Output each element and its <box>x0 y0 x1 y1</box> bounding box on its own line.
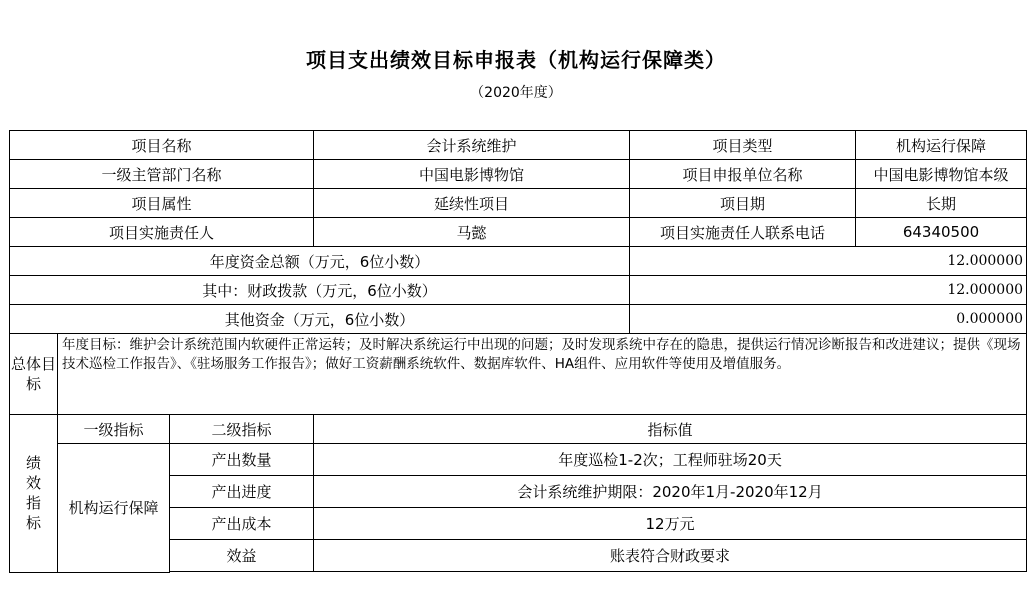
dept-label: 一级主管部门名称 <box>10 160 314 189</box>
total-funds-value: 12.000000 <box>630 247 1027 276</box>
unit-value: 中国电影博物馆本级 <box>856 160 1027 189</box>
row-indicator-header <box>10 415 1027 444</box>
indicator-value-header: 指标值 <box>314 415 1027 444</box>
project-type-value: 机构运行保障 <box>856 131 1027 160</box>
row-other-funds <box>10 305 1027 334</box>
page-subtitle: （2020年度） <box>470 85 562 101</box>
period-value: 长期 <box>856 189 1027 218</box>
indicator-value-progress: 会计系统维护期限：2020年1月-2020年12月 <box>314 476 1027 508</box>
leader-label: 项目实施责任人 <box>10 218 314 247</box>
row-fiscal-funds <box>10 276 1027 305</box>
indicators-label <box>10 415 58 573</box>
overall-goal-text: 年度目标：维护会计系统范围内软硬件正常运转；及时解决系统运行中出现的问题；及时发现系统中存在的隐患，提供运行情况诊断报告和改进建议；提供《现场技术巡检工作报告》、《驻场服务工作报告》；做好工资薪酬系统软件、数据库软件、HA组件、应用软件等使用及增值服务。 <box>58 334 1027 415</box>
attr-value: 延续性项目 <box>314 189 630 218</box>
row-attribute <box>10 189 1027 218</box>
dept-value: 中国电影博物馆 <box>314 160 630 189</box>
row-total-funds <box>10 247 1027 276</box>
fiscal-funds-label: 其中：财政拨款（万元，6位小数） <box>10 276 630 305</box>
indicator-value-quantity: 年度巡检1-2次；工程师驻场20天 <box>314 444 1027 476</box>
indicator-level1-header: 一级指标 <box>58 415 170 444</box>
phone-value: 64340500 <box>856 218 1027 247</box>
indicator-level2-quantity: 产出数量 <box>170 444 314 476</box>
attr-label: 项目属性 <box>10 189 314 218</box>
indicator-level2-benefit: 效益 <box>170 540 314 572</box>
indicator-value-benefit: 账表符合财政要求 <box>314 540 1027 572</box>
indicator-level1-value: 机构运行保障 <box>58 444 170 573</box>
period-label: 项目期 <box>630 189 856 218</box>
row-project-name <box>10 131 1027 160</box>
fiscal-funds-value: 12.000000 <box>630 276 1027 305</box>
page-title: 项目支出绩效目标申报表（机构运行保障类） <box>306 48 726 72</box>
indicator-level2-header: 二级指标 <box>170 415 314 444</box>
row-overall-goal <box>10 334 1027 415</box>
project-type-label: 项目类型 <box>630 131 856 160</box>
other-funds-value: 0.000000 <box>630 305 1027 334</box>
project-name-value: 会计系统维护 <box>314 131 630 160</box>
indicator-level2-cost: 产出成本 <box>170 508 314 540</box>
performance-goal-table <box>9 130 1027 573</box>
phone-label: 项目实施责任人联系电话 <box>630 218 856 247</box>
table-row <box>10 444 1027 476</box>
indicator-level2-progress: 产出进度 <box>170 476 314 508</box>
other-funds-label: 其他资金（万元，6位小数） <box>10 305 630 334</box>
row-leader <box>10 218 1027 247</box>
leader-value: 马懿 <box>314 218 630 247</box>
project-name-label: 项目名称 <box>10 131 314 160</box>
unit-label: 项目申报单位名称 <box>630 160 856 189</box>
spacer-cell <box>170 572 1027 573</box>
indicator-value-cost: 12万元 <box>314 508 1027 540</box>
overall-goal-label: 总体目标 <box>10 334 58 415</box>
indicators-label-text: 绩效指标 <box>25 454 41 533</box>
row-department <box>10 160 1027 189</box>
total-funds-label: 年度资金总额（万元，6位小数） <box>10 247 630 276</box>
